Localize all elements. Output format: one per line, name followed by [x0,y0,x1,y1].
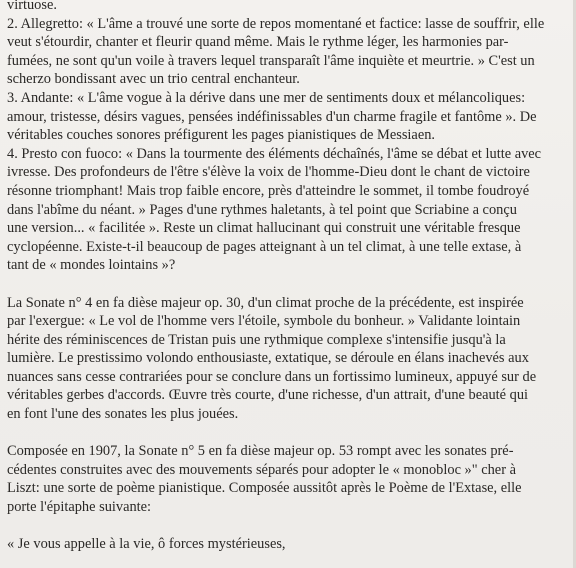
text-line: La Sonate n° 4 en fa dièse majeur op. 30, d'un climat proche de la précédente, est inspirée [7,294,524,311]
paragraph-gap [7,517,573,536]
text-line: en font l'une des sonates les plus jouées. [7,406,239,423]
text-line: Liszt: une sorte de poème pianistique. Composée aussitôt après le Poème de l'Extase, elle [7,480,522,497]
text-line: 3. Andante: « L'âme vogue à la dérive dans une mer de sentiments doux et mélancoliques: [7,89,526,106]
text-line: lumière. Le prestissimo volondo enthousiaste, extatique, se déroule en élans inachevés aux [7,350,529,367]
paragraph-sonata-4 [7,294,573,424]
text-line: fumées, ne sont qu'un voile à travers lequel transparaît l'âme inquiète et meurtrie. » C'est un [7,52,535,69]
text-line: tant de « mondes lointains »? [7,257,176,274]
text-line: par l'exergue: « Le vol de l'homme vers l'étoile, symbole du bonheur. » Validante lointain [7,313,521,330]
paragraph-gap [7,424,573,443]
text-line: hérite des réminiscences de Tristan puis une rythmique complexe s'intensifie jusqu'à la [7,331,506,348]
text-line: nuances sans cesse contrariées pour se conclure dans un fortissimo lumineux, appuyé sur de [7,368,537,385]
text-line: véritables gerbes d'accords. Œuvre très courte, d'une richesse, d'un attrait, d'une beauté qui [7,387,529,404]
text-line: 2. Allegretto: « L'âme a trouvé une sorte de repos momentané et factice: lasse de souffrir, elle [7,15,545,32]
paragraph-sonata-5 [7,442,573,516]
text-line: « Je vous appelle à la vie, ô forces mystérieuses, [7,536,286,553]
text-line: scherzo bondissant avec un trio central enchanteur. [7,71,300,88]
text-line: veut s'étourdir, chanter et fleurir quand même. Mais le rythme léger, les harmonies par- [7,34,509,51]
text-line: une version... « facilitée ». Reste un climat hallucinant qui construit une véritable fresque [7,220,521,237]
text-line: Composée en 1907, la Sonate n° 5 en fa dièse majeur op. 53 rompt avec les sonates pré- [7,443,514,460]
text-line: ivresse. Des profondeurs de l'être s'élève la voix de l'homme-Dieu dont le chant de victoire [7,164,530,181]
text-line: résonne triomphant! Mais trop faible encore, près d'atteindre le sommet, il tombe foudroyé [7,182,530,199]
document-body [7,0,573,554]
paragraph-movements [7,0,573,275]
paragraph-gap [7,275,573,294]
text-line: virtuose. [7,0,57,13]
text-line: 4. Presto con fuoco: « Dans la tourmente des éléments déchaînés, l'âme se débat et lutte avec [7,145,542,162]
text-line: porte l'épitaphe suivante: [7,499,152,516]
text-line: amour, tristesse, désirs vagues, pensées indéfinissables d'un charme fragile et fantôme ». De [7,108,537,125]
text-line: dans l'abîme du néant. » Pages d'une rythmes haletants, à tel point que Scriabine a conçu [7,201,517,218]
text-line: véritables couches sonores préfigurent les pages pianistiques de Messiaen. [7,127,435,144]
paragraph-epigraph [7,535,573,554]
text-line: cédentes construites avec des mouvements séparés pour adopter le « monobloc »" cher à [7,461,516,478]
text-line: cyclopéenne. Existe-t-il beaucoup de pages atteignant à un tel climat, à une telle extase, à [7,238,522,255]
